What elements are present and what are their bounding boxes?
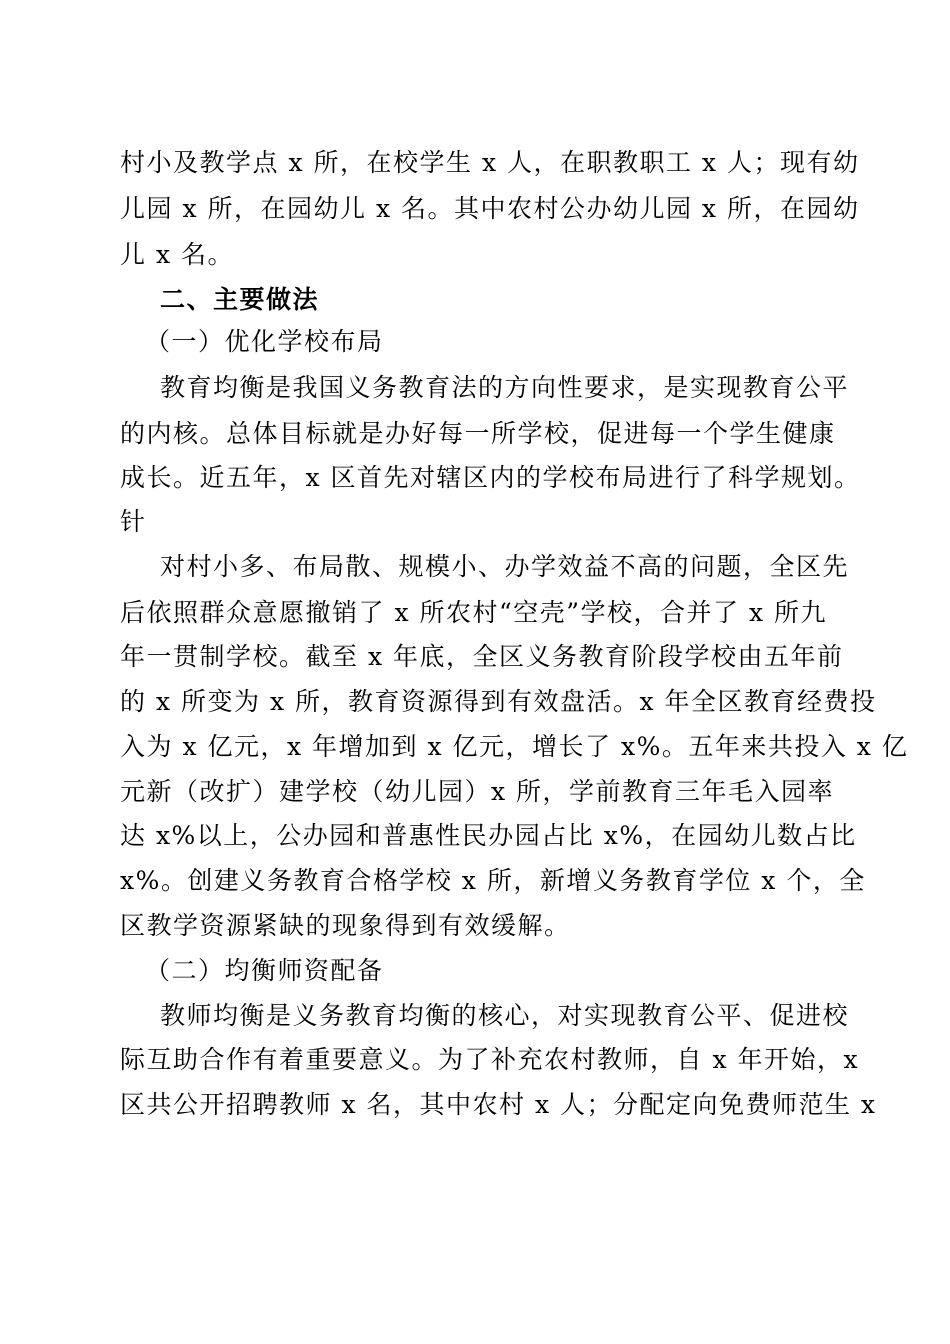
intro-line-3: 儿 x 名。 <box>120 240 234 269</box>
paragraph-1-line-2: 的内核。总体目标就是办好每一所学校，促进每一个学生健康 <box>120 419 836 448</box>
paragraph-3-line-2: 际互助合作有着重要意义。为了补充农村教师，自 x 年开始，x <box>120 1045 860 1074</box>
subsection-1-title: （一）优化学校布局 <box>145 327 384 356</box>
paragraph-2-line-3: 年一贯制学校。截至 x 年底，全区义务教育阶段学校由五年前 <box>120 642 844 671</box>
subsection-2-title: （二）均衡师资配备 <box>145 956 384 985</box>
paragraph-2-line-5: 入为 x 亿元，x 年增加到 x 亿元，增长了 x%。五年来共投入 x 亿 <box>120 732 909 761</box>
paragraph-2-line-6: 元新（改扩）建学校（幼儿园）x 所，学前教育三年毛入园率 <box>120 777 835 806</box>
paragraph-2-line-2: 后依照群众意愿撤销了 x 所农村“空壳”学校，合并了 x 所九 <box>120 598 828 627</box>
paragraph-2-line-9: 区教学资源紧缺的现象得到有效缓解。 <box>120 911 571 940</box>
paragraph-2-line-8: x%。创建义务教育合格学校 x 所，新增义务教育学位 x 个，全 <box>120 866 866 895</box>
paragraph-1-line-4: 针 <box>120 507 147 536</box>
paragraph-2-line-4: 的 x 所变为 x 所，教育资源得到有效盘活。x 年全区教育经费投 <box>120 687 877 716</box>
paragraph-3-line-3: 区共公开招聘教师 x 名，其中农村 x 人；分配定向免费师范生 x <box>120 1090 877 1119</box>
intro-line-1: 村小及教学点 x 所，在校学生 x 人，在职教职工 x 人；现有幼 <box>120 148 860 177</box>
intro-line-2: 儿园 x 所，在园幼儿 x 名。其中农村公办幼儿园 x 所，在园幼 <box>120 194 860 223</box>
paragraph-2-line-7: 达 x%以上，公办园和普惠性民办园占比 x%，在园幼儿数占比 <box>120 821 857 850</box>
paragraph-1-line-1: 教育均衡是我国义务教育法的方向性要求，是实现教育公平 <box>160 373 850 402</box>
paragraph-3-line-1: 教师均衡是义务教育均衡的核心，对实现教育公平、促进校 <box>160 1001 850 1030</box>
section-heading: 二、主要做法 <box>160 285 320 314</box>
paragraph-2-line-1: 对村小多、布局散、规模小、办学效益不高的问题，全区先 <box>160 552 850 581</box>
paragraph-1-line-3: 成长。近五年，x 区首先对辖区内的学校布局进行了科学规划。 <box>120 463 861 492</box>
